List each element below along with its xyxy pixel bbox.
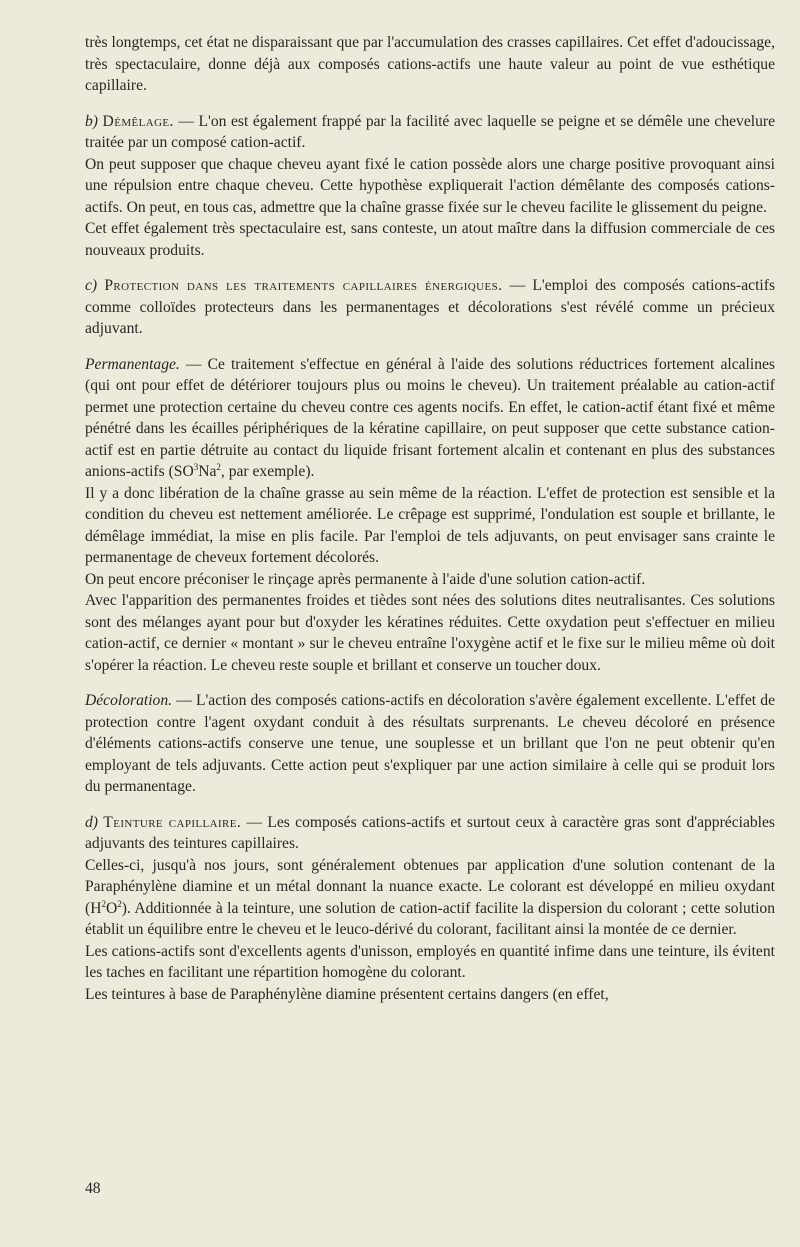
- section-d-p4: Les teintures à base de Paraphénylène diamine présentent certains dangers (en effet,: [85, 985, 609, 1003]
- section-b: [85, 111, 775, 262]
- section-b-p3: Cet effet également très spectaculaire est, sans conteste, un atout maître dans la diffusion commerciale de ces nouveaux produits.: [85, 220, 775, 259]
- intro-paragraph: très longtemps, cet état ne disparaissant que par l'accumulation des crasses capillaires. Cet effet d'adoucissage, très spectaculaire, donne déjà aux composés cations-actifs une haute valeur au point de vue esthétique capillaire.: [85, 34, 775, 94]
- decoloration-text: L'action des composés cations-actifs en décoloration s'avère également excellente. L'effet de protection contre l'agent oxydant conduit à des résultats surprenants. Le cheveu décoloré en présence d'éléments cations-actifs conserve une tenue, une souplesse et un brillant que l'on ne peut obtenir qu'en employant de tels adjuvants. Cette action peut s'expliquer par une action similaire à celle qui se produit lors du permanentage.: [85, 692, 775, 795]
- section-b-dash: —: [173, 112, 199, 130]
- section-d-p1: Les composés cations-actifs et surtout ceux à caractère gras sont d'appréciables adjuvants des teintures capillaires.: [85, 813, 775, 852]
- section-b-letter: b): [85, 112, 98, 130]
- section-c-letter: c): [85, 277, 98, 294]
- permanentage-text-b: , par exemple).: [220, 463, 315, 480]
- section-b-first-paragraph: [85, 111, 775, 154]
- decoloration-dash: —: [172, 692, 196, 709]
- permanentage-dash: —: [179, 355, 208, 373]
- section-c: [85, 275, 775, 798]
- section-d-p2: [85, 855, 775, 941]
- permanentage-p2: Il y a donc libération de la chaîne grasse au sein même de la réaction. L'effet de protection est sensible et la condition du cheveu est nettement améliorée. Le crêpage est supprimé, l'ondulation est souple et brillante, le démêlage immédiat, la mise en plis facile. Par l'emploi de tels adjuvants, on peut envisager sans crainte le permanentage de cheveux fortement décolorés.: [85, 484, 775, 566]
- section-d-first-paragraph: [85, 812, 775, 855]
- permanentage-p3: On peut encore préconiser le rinçage après permanente à l'aide d'une solution cation-actif.: [85, 570, 646, 588]
- section-d-sup2: 2: [117, 898, 122, 909]
- section-c-dash: —: [502, 277, 533, 294]
- section-d-letter: d): [85, 813, 98, 831]
- section-d: [85, 812, 775, 1006]
- permanentage-paragraph: [85, 354, 775, 483]
- permanentage-mid: Na: [198, 463, 217, 480]
- section-b-p2: On peut supposer que chaque cheveu ayant fixé le cation possède alors une charge positive provoquant ainsi une répulsion entre chaque cheveu. Cette hypothèse expliquerait l'action démêlante des composés cations-actifs. On peut, en tous cas, admettre que la chaîne grasse fixée sur le cheveu facilite le glissement du peigne.: [85, 155, 775, 216]
- permanentage-p4: Avec l'apparition des permanentes froides et tièdes sont nées des solutions dites neutralisantes. Ces solutions sont des mélanges ayant pour but d'oxyder les kératines réduites. Cette oxydation peut s'effectuer en milieu cation-actif, ce dernier « montant » sur le cheveu entraîne l'oxygène actif et le fixe sur le milieu même où doit s'opérer la réaction. Le cheveu reste souple et brillant et conserve un toucher doux.: [85, 592, 775, 674]
- section-b-p1: L'on est également frappé par la facilité avec laquelle se peigne et se démêle une chevelure traitée par un composé cation-actif.: [85, 112, 776, 151]
- section-c-first-paragraph: [85, 275, 775, 340]
- section-b-heading: Démêlage.: [102, 112, 174, 130]
- decoloration-paragraph: [85, 690, 775, 798]
- section-c-p1: L'emploi des composés cations-actifs comme colloïdes protecteurs dans les permanentages et décolorations s'est révélé comme un précieux adjuvant.: [85, 277, 776, 337]
- section-d-dash: —: [241, 813, 268, 831]
- permanentage-title: Permanentage.: [85, 355, 180, 373]
- page-number: 48: [85, 1180, 101, 1197]
- section-d-sup1: 2: [101, 898, 106, 909]
- section-d-heading: Teinture capillaire.: [103, 813, 242, 831]
- section-d-p2-a: Celles-ci, jusqu'à nos jours, sont généralement obtenues par application d'une solution contenant de la Paraphénylène diamine et un métal donnant la nuance exacte. Le colorant est développé en milieu oxydant (H: [85, 856, 775, 917]
- permanentage-sup1: 3: [193, 461, 199, 472]
- section-d-p2-mid: O: [105, 899, 118, 917]
- decoloration-title: Décoloration.: [85, 692, 173, 709]
- document-page: [85, 32, 775, 1005]
- section-d-p3: Les cations-actifs sont d'excellents agents d'unisson, employés en quantité infime dans une teinture, ils évitent les taches en facilitant une répartition homogène du colorant.: [85, 942, 775, 981]
- permanentage-sup2: 2: [216, 461, 221, 472]
- section-c-heading: Protection dans les traitements capillaires énergiques.: [104, 277, 503, 294]
- permanentage-text-a: Ce traitement s'effectue en général à l'aide des solutions réductrices fortement alcalines (qui ont pour effet de détériorer toujours plus ou moins le cheveu). Un traitement préalable au cation-actif permet une protection certaine du cheveu contre ces agents nocifs. En effet, le cation-actif étant fixé et même pénétré dans les écailles périphériques de la kératine capillaire, on peut supposer que cette substance cation-actif est en partie détruite au contact du liquide frisant fortement alcalin et contenant en plus des substances anions-actifs (SO: [85, 355, 775, 480]
- section-d-p2-b: ). Additionnée à la teinture, une solution de cation-actif facilite la dispersion du colorant ; cette solution établit un équilibre entre le cheveu et le leuco-dérivé du colorant, facilitant ainsi la montée de ce dernier.: [85, 899, 775, 938]
